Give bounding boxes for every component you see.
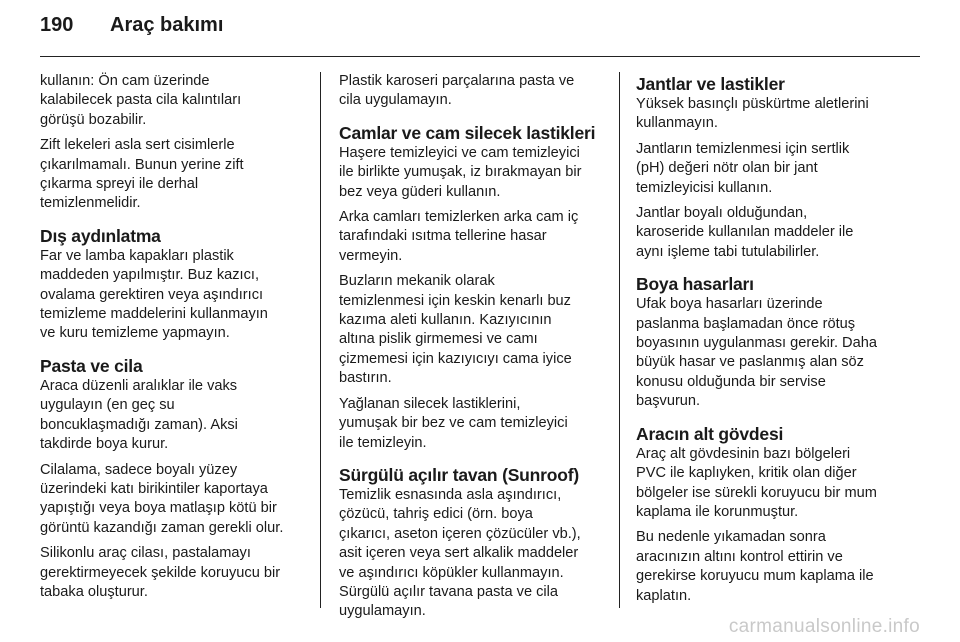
- paragraph: kullanın: Ön cam üzerinde kalabilecek pasta cila kalıntıları görüşü bozabilir.: [40, 73, 242, 128]
- paragraph: Haşere temizleyici ve cam temizleyici ile birlikte yumuşak, iz bırakmayan bir bez veya güderi kullanın.: [339, 144, 582, 200]
- section-heading: Dış aydınlatma: [40, 225, 161, 246]
- section: [339, 465, 601, 622]
- section-heading: Aracın alt gövdesi: [636, 423, 784, 444]
- header-rule: [40, 56, 920, 57]
- paragraph: Araç alt gövdesinin bazı bölgeleri PVC ile kaplıyken, kritik olan diğer bölgeler ise sürekli koruyucu bir mum kaplama ile korunmuştur.: [636, 445, 877, 520]
- paragraph: Silikonlu araç cilası, pastalamayı gerektirmeyecek şekilde koruyucu bir tabaka oluşturur.: [40, 545, 281, 600]
- column-divider: [320, 72, 321, 608]
- paragraph: Yüksek basınçlı püskürtme aletlerini kullanmayın.: [636, 96, 869, 132]
- section-heading: Jantlar ve lastikler: [636, 74, 785, 94]
- paragraph: Ufak boya hasarları üzerinde paslanma başlamadan önce rötuş boyasının uygulanması gerekir. Daha büyük hasar ve paslanmış alan söz konusu olduğunda bir servise başvurun.: [636, 296, 877, 410]
- paragraph: Arka camları temizlerken arka cam iç tarafındaki ısıtma tellerine hasar vermeyin.: [339, 209, 579, 264]
- page-number: 190: [40, 14, 74, 36]
- text-column-2: [339, 72, 601, 634]
- paragraph: Bu nedenle yıkamadan sonra aracınızın altını kontrol ettirin ve gerekirse koruyucu mum kaplama ile kaplatın.: [636, 529, 874, 604]
- section: [636, 274, 898, 411]
- column-divider: [619, 72, 620, 608]
- paragraph: Zift lekeleri asla sert cisimlerle çıkarılmamalı. Bunun yerine zift çıkarma spreyi ile derhal temizlenmelidir.: [40, 137, 244, 212]
- section: [339, 123, 601, 453]
- section-heading: Pasta ve cila: [40, 355, 143, 376]
- text-column-3: [636, 72, 898, 618]
- paragraph: Temizlik esnasında asla aşındırıcı, çözücü, tahriş edici (örn. boya çıkarıcı, aseton içeren çözücüler vb.), asit içeren veya sert alkalik maddeler ve aşındırıcı köpükler kullanmayın. Sürgülü açılır tavana pasta ve cila uygulamayın.: [339, 486, 581, 620]
- section: [40, 226, 302, 344]
- paragraph: Buzların mekanik olarak temizlenmesi için keskin kenarlı buz kazıma aleti kullanın. Kazıyıcının altına pislik girmemesi ve camı çizmemesi için kazıyıcıyı cama iyice bastırın.: [339, 273, 572, 387]
- paragraph: Cilalama, sadece boyalı yüzey üzerindeki katı birikintiler kaportaya yapıştığı veya boya matlaşıp kötü bir görüntü kazandığı zaman gerekli olur.: [40, 461, 284, 536]
- section: [339, 72, 601, 111]
- watermark: carmanualsonline.info: [728, 616, 920, 637]
- text-column-1: [40, 72, 302, 614]
- section: [636, 424, 898, 606]
- paragraph: Yağlanan silecek lastiklerini, yumuşak bir bez ve cam temizleyici ile temizleyin.: [339, 395, 568, 451]
- paragraph: Araca düzenli aralıklar ile vaks uygulayın (en geç su boncuklaşmadığı zaman). Aksi takdirde boya kurur.: [40, 377, 238, 453]
- paragraph: Plastik karoseri parçalarına pasta ve cila uygulamayın.: [339, 73, 575, 109]
- paragraph: Jantlar boyalı olduğundan, karoseride kullanılan maddeler ile aynı işleme tabi tutulabilirler.: [636, 205, 854, 260]
- section: [636, 74, 898, 262]
- section-heading: Sürgülü açılır tavan (Sunroof): [339, 464, 579, 485]
- section: [40, 72, 302, 214]
- paragraph: Far ve lamba kapakları plastik maddeden yapılmıştır. Buz kazıcı, ovalama gerektiren veya aşındırıcı temizleme maddelerini kullanmayın ve kuru temizleme yapmayın.: [40, 247, 268, 342]
- page-header: [40, 14, 223, 44]
- page-title: Araç bakımı: [110, 14, 224, 36]
- section-heading: Camlar ve cam silecek lastikleri: [339, 122, 596, 143]
- section: [40, 356, 302, 602]
- paragraph: Jantların temizlenmesi için sertlik (pH) değeri nötr olan bir jant temizleyicisi kullanın.: [636, 140, 850, 196]
- section-heading: Boya hasarları: [636, 274, 754, 295]
